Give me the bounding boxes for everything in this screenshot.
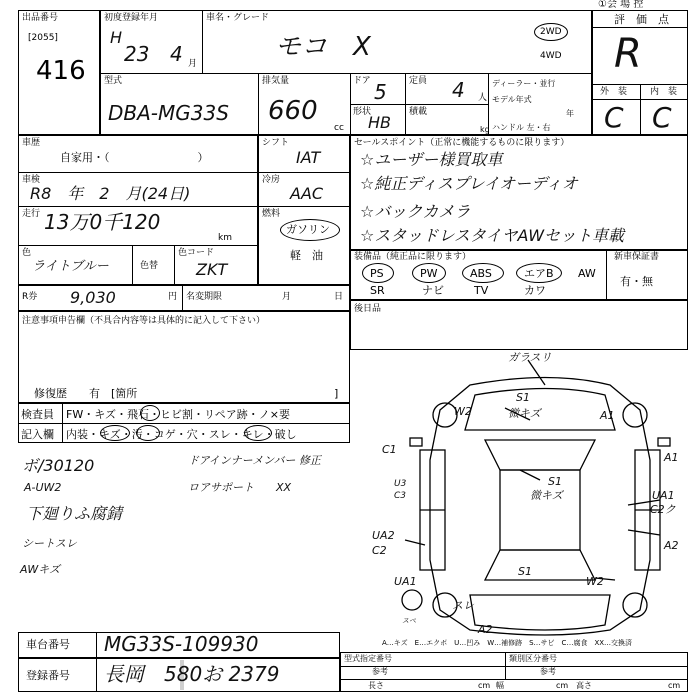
- legend: A…キズ E…エクボ U…凹み W…補修跡 S…サビ C…腐食 XX…交換済: [382, 639, 633, 647]
- fuel-label: 燃料: [262, 209, 281, 219]
- equip-airbag: エアB: [524, 267, 554, 280]
- history-label: 車歴: [22, 138, 41, 148]
- displacement-label: 排気量: [262, 76, 290, 86]
- inspector-label: 検査員: [21, 408, 54, 421]
- width-unit: cm: [556, 681, 569, 690]
- repair-label: 修復歴 有 [箇所: [34, 387, 138, 400]
- form-label: 型式指定番号: [344, 654, 392, 663]
- equip-navi: ナビ: [422, 284, 444, 297]
- diagram-mark: C2: [372, 544, 387, 557]
- diagram-mark: W2: [586, 575, 604, 588]
- diagram-mark: S1: [516, 391, 530, 404]
- handwritten-note: AWキズ: [20, 563, 60, 576]
- shaken-label: 車検: [22, 175, 41, 185]
- drive-2wd: 2WD: [540, 27, 562, 37]
- equip-leather: カワ: [524, 284, 546, 297]
- color-code-value: ZKT: [196, 260, 228, 279]
- load-label: 積載: [409, 107, 428, 117]
- name-change-label: 名変期限: [186, 292, 223, 302]
- exterior-value: C: [604, 101, 624, 134]
- shape-label: 形状: [353, 107, 372, 117]
- month-label: 月: [282, 292, 292, 302]
- rear-label: 後日品: [354, 304, 382, 314]
- diagram-mark: ガラスリ: [508, 351, 552, 364]
- first-reg-month: 4: [170, 42, 183, 66]
- height-label: 高さ: [576, 681, 592, 690]
- exhibit-sub: [2055]: [28, 33, 58, 43]
- fuel-light: 軽 油: [290, 249, 323, 262]
- ref-label-1: 参考: [372, 667, 388, 676]
- diagram-mark: C3: [394, 491, 407, 501]
- diagram-mark: UA1: [652, 489, 675, 502]
- notes-label: 記入欄: [21, 428, 54, 441]
- sales-item: ☆バックカメラ: [360, 202, 471, 221]
- capacity-value: 4: [452, 78, 465, 102]
- ac-value: AAC: [290, 184, 324, 203]
- first-reg-year: 23: [124, 42, 150, 66]
- doors-value: 5: [374, 80, 387, 104]
- color-code-label: 色コード: [178, 248, 215, 258]
- diagram-mark: A2: [478, 623, 493, 636]
- sales-item: ☆純正ディスプレイオーディオ: [360, 174, 578, 193]
- score-label: 評 価 点: [614, 13, 669, 26]
- recycle-value: 9,030: [70, 288, 116, 307]
- model-value: モコ X: [275, 32, 371, 62]
- first-reg-label: 初度登録年月: [104, 13, 159, 23]
- diagram-mark: C1: [382, 443, 397, 456]
- handle-label: ハンドル 左・右: [492, 123, 551, 132]
- reg-value: 長岡 580お 2379: [104, 662, 280, 686]
- diagram-mark: A2: [664, 539, 679, 552]
- handwritten-note: 下廻りふ腐錆: [26, 504, 123, 523]
- diagram-mark: スレ: [452, 599, 474, 612]
- diagram-mark: A1: [664, 451, 679, 464]
- equip-sr: SR: [370, 284, 385, 297]
- length-label: 長さ: [368, 681, 384, 690]
- fuel-gas: ガソリン: [286, 223, 330, 236]
- diagram-mark: W2: [454, 405, 472, 418]
- caution-label: 注意事項申告欄（不具合内容等は具体的に記入して下さい）: [22, 316, 266, 326]
- top-right-label: ①会 場 控: [598, 0, 644, 10]
- handwritten-note: ドアインナーメンバー 修正: [188, 454, 321, 467]
- capacity-unit: 人: [478, 93, 488, 103]
- inspection-row2: 内装・キズ・汚・コゲ・穴・スレ・キレ・破し: [66, 428, 297, 441]
- warranty-value: 有・無: [620, 275, 653, 288]
- class-label: 類別区分番号: [509, 654, 557, 663]
- recycle-unit: 円: [168, 292, 178, 302]
- mileage-label: 走行: [22, 209, 41, 219]
- year-unit: 年: [566, 109, 574, 118]
- diagram-mark: C2ク: [650, 503, 676, 516]
- mileage-value: 13万0千120: [44, 210, 161, 234]
- diagram-mark: UA1: [394, 575, 417, 588]
- diagram-mark: U3: [394, 479, 407, 489]
- diagram-mark: 微キズ: [530, 489, 563, 502]
- equip-abs: ABS: [470, 267, 492, 280]
- dealer-label: ディーラー・並行: [492, 79, 556, 88]
- handwritten-note: シートスレ: [22, 537, 77, 550]
- handwritten-note: A-UW2: [24, 481, 62, 494]
- displacement-unit: cc: [334, 123, 344, 133]
- inspection-row1: FW・キズ・飛石・ヒビ割・リペア跡・ノ×要: [66, 408, 290, 421]
- equipment-label: 装備品（純正品に限ります）: [354, 252, 472, 262]
- doors-label: ドア: [353, 76, 371, 86]
- exterior-label: 外 装: [600, 87, 628, 97]
- height-unit: cm: [668, 681, 681, 690]
- diagram-mark: A1: [600, 409, 615, 422]
- width-label: 幅: [496, 681, 504, 690]
- model-label: 車名・グレード: [206, 13, 270, 23]
- day-label: 日: [334, 292, 344, 302]
- shape-value: HB: [368, 113, 392, 132]
- type-value: DBA-MG33S: [108, 101, 229, 125]
- chassis-label: 車台番号: [26, 638, 70, 651]
- exhibit-label: 出品番号: [22, 13, 59, 23]
- handwritten-note: ロアサポート XX: [188, 481, 292, 494]
- shift-value: IAT: [296, 148, 321, 167]
- sales-label: セールスポイント（正常に機能するものに限ります）: [354, 138, 570, 148]
- displacement-value: 660: [268, 96, 318, 126]
- type-label: 型式: [104, 76, 123, 86]
- interior-label: 内 装: [650, 87, 678, 97]
- history-value: 自家用・（ ）: [60, 151, 209, 164]
- equip-pw: PW: [420, 267, 438, 280]
- diagram-mark: S1: [548, 475, 562, 488]
- color-label: 色: [22, 248, 32, 258]
- color-no-label: 色替: [140, 261, 159, 271]
- first-reg-era: H: [110, 28, 123, 47]
- equip-tv: TV: [474, 284, 489, 297]
- model-year-label: モデル年式: [492, 95, 532, 104]
- diagram-mark: S1: [518, 565, 532, 578]
- equip-ps: PS: [370, 267, 384, 280]
- color-value: ライトブルー: [32, 259, 109, 274]
- interior-value: C: [652, 101, 672, 134]
- equip-aw: AW: [578, 267, 596, 280]
- score-value: R: [614, 31, 642, 77]
- first-reg-month-unit: 月: [188, 59, 198, 69]
- recycle-label: R券: [22, 292, 38, 302]
- diagram-mark: 微キズ: [508, 407, 541, 420]
- reg-label: 登録番号: [26, 669, 70, 682]
- shaken-value: R8 年 2 月(24日): [30, 184, 191, 203]
- handwritten-note: ボ/30120: [22, 456, 95, 475]
- exhibit-number: 416: [36, 56, 86, 86]
- warranty-label: 新車保証書: [614, 252, 660, 262]
- chassis-value: MG33S-109930: [104, 632, 259, 656]
- load-unit: kg: [480, 125, 490, 134]
- capacity-label: 定員: [409, 76, 428, 86]
- diagram-mark: UA2: [372, 529, 395, 542]
- mileage-unit: km: [218, 233, 232, 243]
- shift-label: シフト: [262, 138, 290, 148]
- ac-label: 冷房: [262, 175, 281, 185]
- ref-label-2: 参考: [540, 667, 556, 676]
- repair-close: ]: [334, 387, 339, 400]
- sales-item: ☆ユーザー様買取車: [360, 150, 503, 169]
- sales-item: ☆スタッドレスタイヤAWセット車載: [360, 226, 625, 245]
- drive-4wd: 4WD: [540, 51, 562, 61]
- diagram-mark: スペ: [402, 617, 416, 625]
- length-unit: cm: [478, 681, 491, 690]
